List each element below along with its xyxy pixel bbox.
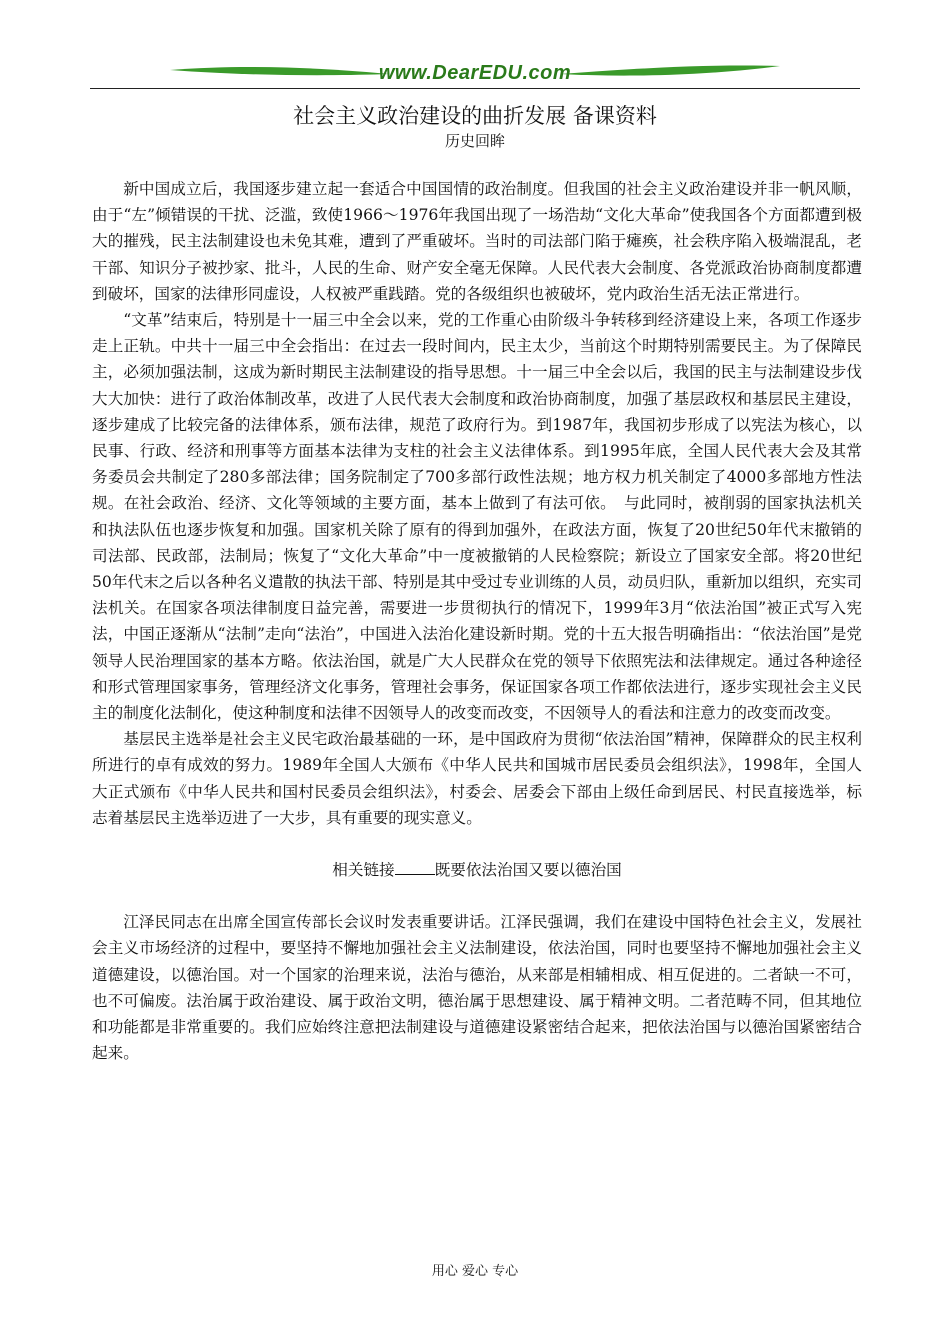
- underline-blank: [395, 860, 435, 875]
- page-subtitle: 历史回眸: [444, 132, 505, 150]
- site-logo-text: www.DearEDU.com: [378, 62, 572, 84]
- document-body: [92, 176, 862, 1067]
- paragraph-3: 基层民主选举是社会主义民宅政治最基础的一环，是中国政府为贯彻“依法治国”精神，保障群众的民主权利所进行的卓有成效的努力。1989年全国人大颁布《中华人民共和国城市居民委员会组织法》，1998年，全国人大正式颁布《中华人民共和国村民委员会组织法》，村委会、居委会下部由上级任命到居民、村民直接选举，标志着基层民主选举迈进了一大步，具有重要的现实意义。: [92, 730, 862, 827]
- page-footer: 用心 爱心 专心: [431, 1264, 519, 1279]
- related-link-prefix: 相关链接: [332, 861, 395, 880]
- related-link-title: 既要依法治国又要以德治国: [434, 861, 622, 880]
- paragraph-1: 新中国成立后，我国逐步建立起一套适合中国国情的政治制度。但我国的社会主义政治建设并非一帆风顺，由于“左”倾错误的干扰、泛滥，致使1966～1976年我国出现了一场浩劫“文化大革命”使我国各个方面都遭到极大的摧残，民主法制建设也未免其难，遭到了严重破坏。当时的司法部门陷于瘫痪，社会秩序陷入极端混乱，老干部、知识分子被抄家、批斗，人民的生命、财产安全毫无保障。人民代表大会制度、各党派政治协商制度都遭到破坏，国家的法律形同虚设，人权被严重践踏。党的各级组织也被破坏，党内政治生活无法正常进行。: [92, 180, 862, 303]
- paragraph-2: “文革”结束后，特别是十一届三中全会以来，党的工作重心由阶级斗争转移到经济建设上来，各项工作逐步走上正轨。中共十一届三中全会指出：在过去一段时间内，民主太少，当前这个时期特别需要民主。为了保障民主，必须加强法制，这成为新时期民主法制建设的指导思想。十一届三中全会以后，我国的民主与法制建设步伐大大加快：进行了政治体制改革，改进了人民代表大会制度和政治协商制度，加强了基层政权和基层民主建设，逐步建成了比较完备的法律体系，颁布法律，规范了政府行为。到1987年，我国初步形成了以宪法为核心，以民事、行政、经济和刑事等方面基本法律为支柱的社会主义法律体系。到1995年底，全国人民代表大会及其常务委员会共制定了280多部法律；国务院制定了700多部行政性法规；地方权力机关制定了4000多部地方性法规。在社会政治、经济、文化等领域的主要方面，基本上做到了有法可依。 与此同时，被削弱的国家执法机关和执法队伍也逐步恢复和加强。国家机关除了原有的得到加强外，在政法方面，恢复了20世纪50年代末撤销的司法部、民政部，法制局；恢复了“文化大革命”中一度被撤销的人民检察院；新设立了国家安全部。将20世纪50年代末之后以各种名义遣散的执法干部、特别是其中受过专业训练的人员，动员归队，重新加以组织，充实司法机关。在国家各项法律制度日益完善，需要进一步贯彻执行的情况下，1999年3月“依法治国”被正式写入宪法，中国正逐渐从“法制”走向“法治”，中国进入法治化建设新时期。党的十五大报告明确指出：“依法治国”是党领导人民治理国家的基本方略。依法治国，就是广大人民群众在党的领导下依照宪法和法律规定。通过各种途径和形式管理国家事务，管理经济文化事务，管理社会事务，保证国家各项工作都依法进行，逐步实现社会主义民主的制度化法制化，使这种制度和法律不因领导人的改变而改变，不因领导人的看法和注意力的改变而改变。: [92, 311, 862, 723]
- related-link-heading: [92, 857, 862, 883]
- page-header: [90, 58, 860, 92]
- paragraph-4: 江泽民同志在出席全国宣传部长会议时发表重要讲话。江泽民强调，我们在建设中国特色社会主义，发展社会主义市场经济的过程中，要坚持不懈地加强社会主义法制建设，依法治国，同时也要坚持不懈地加强社会主义道德建设，以德治国。对一个国家的治理来说，法治与德治，从来部是相辅相成、相互促进的。二者缺一不可，也不可偏废。法治属于政治建设、属于政治文明，德治属于思想建设、属于精神文明。二者范畴不同，但其地位和功能都是非常重要的。我们应始终注意把法制建设与道德建设紧密结合起来，把依法治国与以德治国紧密结合起来。: [92, 913, 862, 1063]
- page-title: 社会主义政治建设的曲折发展 备课资料: [293, 104, 657, 128]
- header-rule: [90, 88, 860, 89]
